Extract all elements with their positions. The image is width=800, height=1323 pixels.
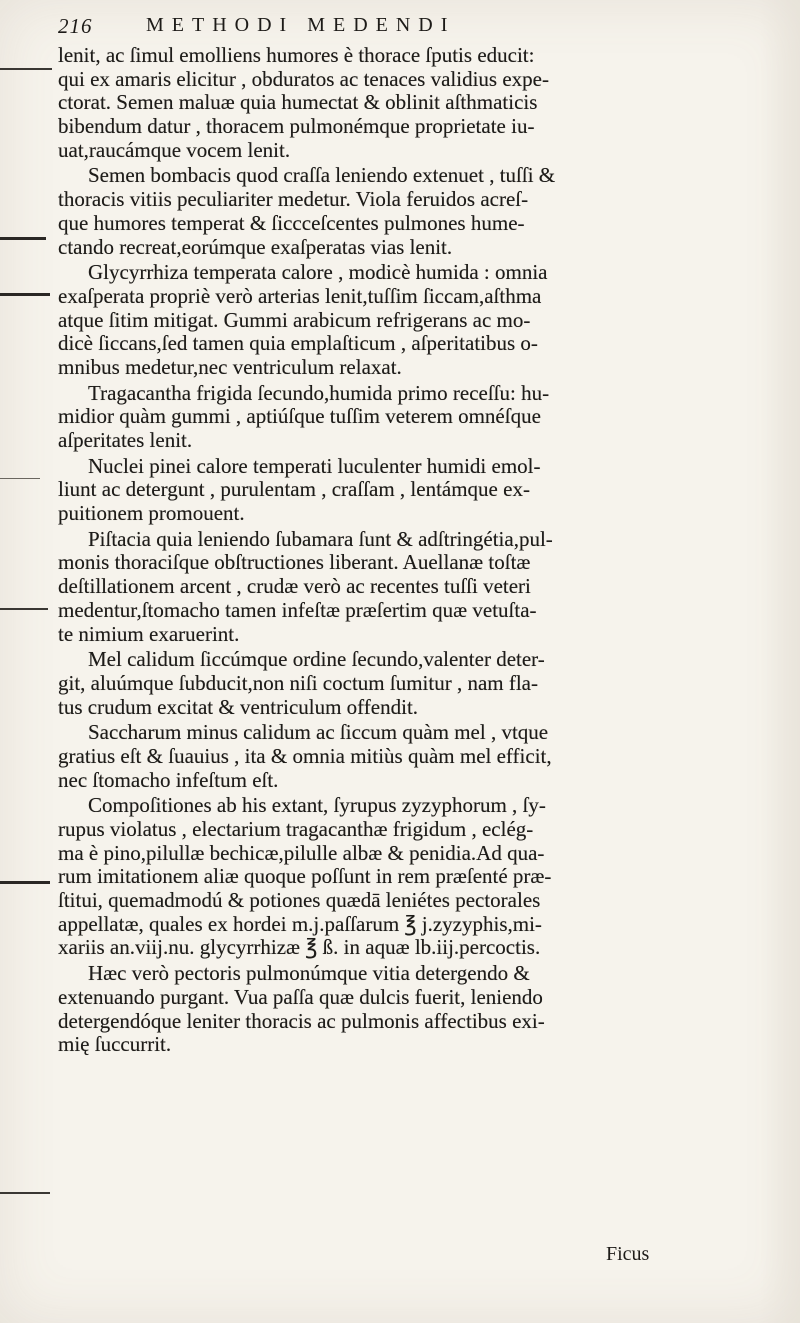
text-line: liunt ac detergunt , purulentam , craſſam , lentámque ex- — [58, 477, 530, 502]
text-line: aſperitates lenit. — [58, 428, 193, 452]
margin-mark — [0, 237, 46, 240]
paragraph — [58, 794, 668, 960]
text-line: gratius eſt & ſuauius , ita & omnia mitiùs quàm mel efficit, — [58, 743, 552, 768]
margin-mark — [0, 68, 52, 70]
paragraph — [58, 721, 668, 792]
text-line: thoracis vitiis peculiariter medetur. Viola feruidos acreſ- — [58, 187, 529, 212]
paragraph — [58, 261, 668, 379]
text-line: tus crudum excitat & ventriculum offendit. — [58, 694, 419, 719]
paragraph — [58, 164, 668, 259]
page-number: 216 — [58, 14, 93, 38]
margin-mark — [0, 1192, 50, 1194]
text-line: xariis an.viij.nu. glycyrrhizæ ℥ ß. in aquæ lb.iij.percoctis. — [58, 935, 541, 960]
text-line: Compoſitiones ab his extant, ſyrupus zyzyphorum , ſy- — [88, 793, 546, 818]
text-line: ctando recreat,eorúmque exaſperatas vias lenit. — [58, 234, 453, 259]
margin-mark — [0, 881, 50, 884]
text-line: Piſtacia quia leniendo ſubamara ſunt & adſtringétia,pul- — [88, 526, 553, 551]
text-line: appellatæ, quales ex hordei m.j.paſſarum ℥ j.zyzyphis,mi- — [58, 911, 542, 936]
margin-mark — [0, 608, 48, 610]
catchword: Ficus — [606, 1243, 650, 1265]
text-line: dicè ſiccans,ſed tamen quia emplaſticum , aſperitatibus o- — [58, 331, 538, 356]
paragraph — [58, 44, 668, 162]
text-line: Saccharum minus calidum ac ſiccum quàm mel , vtque — [88, 720, 549, 745]
text-line: extenuando purgant. Vua paſſa quæ dulcis fuerit, leniendo — [58, 984, 543, 1009]
text-line: medentur,ſtomacho tamen infeſtæ præſertim quæ vetuſta- — [58, 597, 537, 622]
text-line: lenit, ac ſimul emolliens humores è thorace ſputis educit: — [58, 43, 535, 67]
text-line: ſtitui, quemadmodú & potiones quædā leniétes pectorales — [58, 888, 541, 913]
text-line: que humores temperat & ſiccceſcentes pulmones hume- — [58, 210, 525, 235]
text-line: puitionem promouent. — [58, 501, 245, 526]
text-line: monis thoraciſque obſtructiones liberant. Auellanæ toſtæ — [58, 550, 531, 575]
paragraph — [58, 962, 668, 1057]
text-line: mię ſuccurrit. — [58, 1032, 172, 1057]
text-line: ma è pino,pilullæ bechicæ,pilulle albæ & penidia.Ad qua- — [58, 840, 545, 865]
text-line: nec ſtomacho infeſtum eſt. — [58, 767, 279, 792]
text-line: Tragacantha frigida ſecundo,humida primo receſſu: hu- — [88, 380, 550, 405]
text-line: atque ſitim mitigat. Gummi arabicum refrigerans ac mo- — [58, 307, 531, 332]
text-line: qui ex amaris elicitur , obduratos ac tenaces validius expe- — [58, 66, 549, 91]
text-line: uat,raucámque vocem lenit. — [58, 137, 291, 162]
text-line: mnibus medetur,nec ventriculum relaxat. — [58, 354, 402, 379]
margin-mark — [0, 293, 50, 296]
text-line: te nimium exaruerint. — [58, 621, 240, 646]
paragraph — [58, 648, 668, 719]
text-line: Mel calidum ſiccúmque ordine ſecundo,valenter deter- — [88, 647, 545, 672]
text-line: bibendum datur , thoracem pulmonémque proprietate iu- — [58, 114, 535, 139]
page-header — [58, 14, 668, 40]
paragraph — [58, 455, 668, 526]
text-line: ctorat. Semen maluæ quia humectat & oblinit aſthmaticis — [58, 90, 538, 115]
text-line: midior quàm gummi , aptiúſque tuſſim veterem omnéſque — [58, 404, 541, 429]
text-line: Nuclei pinei calore temperati luculenter humidi emol- — [88, 453, 541, 478]
text-line: git, aluúmque ſubducit,non niſi coctum ſumitur , nam fla- — [58, 670, 538, 695]
body-text — [58, 44, 668, 1059]
text-line: deſtillationem arcent , crudæ verò ac recentes tuſſi veteri — [58, 574, 531, 599]
margin-mark — [0, 478, 40, 479]
text-line: exaſperata propriè verò arterias lenit,tuſſim ſiccam,aſthma — [58, 283, 542, 308]
paper-edge — [760, 0, 800, 1323]
text-line: Hæc verò pectoris pulmonúmque vitia detergendo & — [88, 961, 530, 986]
text-line: Semen bombacis quod craſſa leniendo extenuet , tuſſi & — [88, 163, 556, 188]
text-line: rum imitationem aliæ quoque poſſunt in rem præſenté præ- — [58, 864, 552, 889]
text-line: Glycyrrhiza temperata calore , modicè humida : omnia — [88, 260, 548, 285]
paragraph — [58, 382, 668, 453]
text-line: detergendóque leniter thoracis ac pulmonis affectibus exi- — [58, 1008, 545, 1033]
text-line: rupus violatus , electarium tragacanthæ frigidum , eclég- — [58, 817, 534, 841]
paragraph — [58, 528, 668, 646]
running-title: METHODI MEDENDI — [146, 14, 456, 36]
